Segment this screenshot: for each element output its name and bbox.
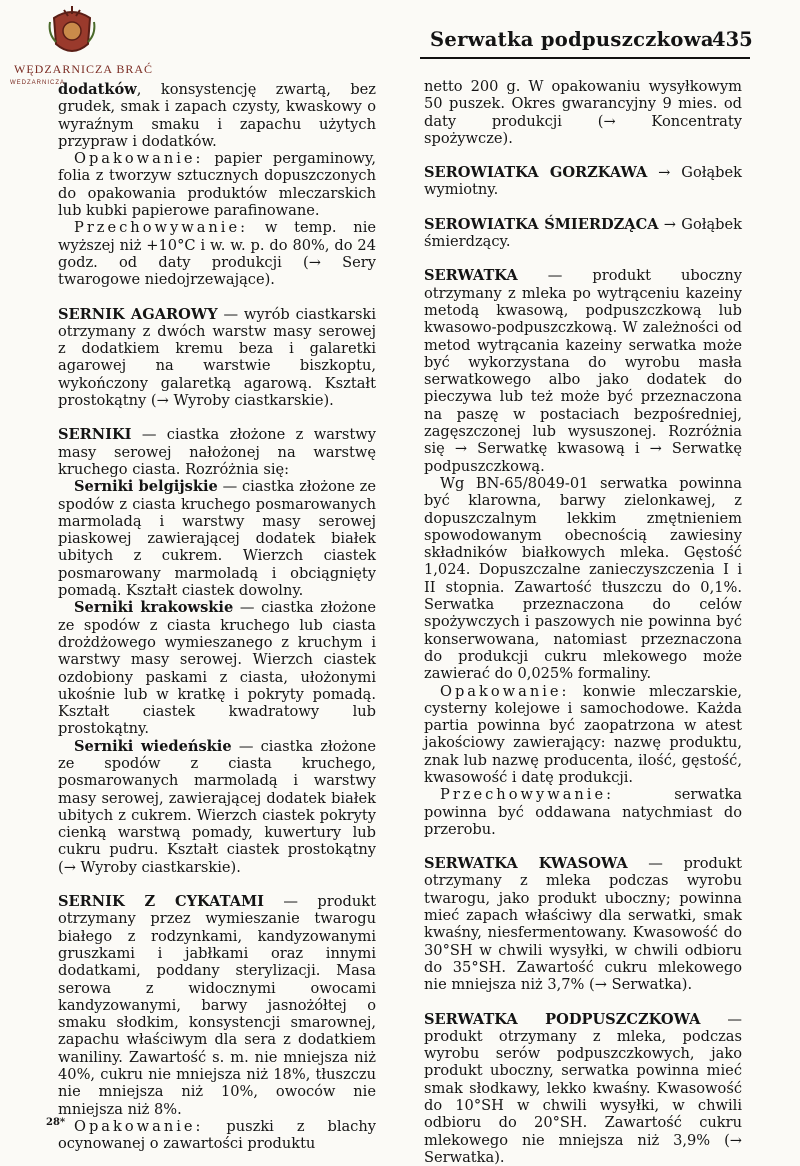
entry-text: — produkt otrzymany z mleka, podczas wyrobu serów podpuszczkowych, jako produkt uboczny, serwatka powinna mieć smak słodkawy, lekko kwaśny. Kwasowość do 10°SH w chwili wysyłki, w chwili odbioru do 20°SH. Zawartość cukru mlekowego nie mniejsza niż 3,9% (→ Serwatka). xyxy=(424,1010,743,1166)
entry-text: → Gołąbek śmierdzący. xyxy=(424,215,742,251)
entry-text: — produkt otrzymany z mleka podczas wyrobu twarogu, jako produkt uboczny; powinna mieć zapach właściwy dla serwatki, smak kwaśny, niesfermentowany. Kwasowość do 30°SH w chwili wysyłki, w chwili odbioru do 35°SH. Zawartość cukru mlekowego nie mniejsza niż 3,7% (→ Serwatka). xyxy=(424,855,742,994)
entry-paragraph xyxy=(58,599,376,737)
spaced-label: Opakowanie: xyxy=(74,150,204,168)
logo-text: WĘDZARNICZA BRAĆ xyxy=(14,62,153,76)
entry-heading: SERWATKA PODPUSZCZKOWA xyxy=(424,1010,701,1028)
entry-heading: SERNIK Z CYKATAMI xyxy=(58,893,265,911)
entry-text: — ciastka złożone ze spodów z ciasta kruchego, posmarowanych marmoladą i warstwy masy serowej, zawierającej dodatek białek ubitych z cukrem. Wierzch ciastek pokryty cienką warstwą pomady, kuwertury lub cukru pudru. Kształt ciastek prostokątny (→ Wyroby ciastkarskie). xyxy=(58,737,376,876)
entry-paragraph xyxy=(424,267,742,475)
entry-text: — ciastka złożone z warstwy masy serowej nałożonej na warstwę kruchego ciasta. Rozróżnia się: xyxy=(58,426,376,478)
entry-text: serwatka powinna być oddawana natychmiast do przerobu. xyxy=(424,786,742,838)
entry-paragraph xyxy=(424,78,742,147)
printer-signature: 28* xyxy=(46,1117,66,1128)
entry-heading: SERNIK AGAROWY xyxy=(58,305,218,323)
paragraph-gap xyxy=(424,838,742,855)
paragraph-gap xyxy=(58,289,376,306)
entry-paragraph xyxy=(58,893,376,1118)
right-column xyxy=(424,78,742,1166)
entry-heading: SERWATKA xyxy=(424,267,518,285)
entry-text: — ciastka złożone ze spodów z ciasta kruchego posmarowanych marmoladą i warstwy masy serowej piaskowej zawierającej dodatek białek ubitych z cukrem. Wierzch ciastek posmarowany marmoladą i obciągnięty pomadą. Kształt ciastek dowolny. xyxy=(58,478,376,600)
entry-heading: SEROWIATKA ŚMIERDZĄCA xyxy=(424,215,659,233)
entry-text: Wg BN-65/8049-01 serwatka powinna być klarowna, barwy zielonkawej, z dopuszczalnym lekkim zmętnieniem spowodowanym obecnością zawiesiny składników białkowych mleka. Gęstość 1,024. Dopuszczalne zanieczyszczenia I i II stopnia. Zawartość tłuszczu do 0,1%. Serwatka przeznaczona do celów spożywczych i paszowych nie powinna być konserwowana, natomiast przeznaczona do produkcji cukru mlekowego może zawierać do 0,025% formaliny. xyxy=(424,474,742,683)
entry-text: w temp. nie wyższej niż +10°C i w. w. p. do 80%, do 24 godz. od daty produkcji (→ Sery twarogowe niedojrzewające). xyxy=(58,219,376,289)
spaced-label: Przechowywanie: xyxy=(74,219,249,237)
entry-heading: Serniki belgijskie xyxy=(74,478,218,496)
entry-text: — produkt uboczny otrzymany z mleka po wytrąceniu kazeiny metodą kwasową, podpuszczkową lub kwasowo-podpuszczkową. W zależności od metod wytrącania kazeiny serwatka może być wykorzystana do wyrobu masła serwatkowego albo jako dodatek do pieczywa lub też może być przeznaczona na paszę w postaciach bezpośredniej, zagęszczonej lub wysuszonej. Rozróżnia się → Serwatkę kwasową i → Serwatkę podpuszczkową. xyxy=(424,267,742,475)
entry-paragraph xyxy=(424,216,742,251)
entry-paragraph xyxy=(424,786,742,838)
entry-paragraph xyxy=(58,1118,376,1153)
spaced-label: Opakowanie: xyxy=(74,1117,204,1135)
entry-text: konwie mleczarskie, cysterny kolejowe i samochodowe. Każda partia powinna być zaopatrzona w atest jakościowy zawierający: nazwę produktu, znak lub nazwę producenta, ilość, gęstość, kwasowość i datę produkcji. xyxy=(424,682,742,786)
logo-emblem-icon xyxy=(48,4,96,60)
entry-paragraph xyxy=(58,426,376,478)
entry-heading: Serniki wiedeńskie xyxy=(74,737,232,755)
entry-paragraph xyxy=(424,855,742,993)
paragraph-gap xyxy=(424,994,742,1011)
paragraph-gap xyxy=(424,199,742,216)
entry-heading: SERWATKA KWASOWA xyxy=(424,855,628,873)
spaced-label: Przechowywanie: xyxy=(440,786,615,804)
entry-text: — wyrób ciastkarski otrzymany z dwóch warstw masy serowej z dodatkiem kremu beza i galaretki agarowej na warstwie biszkoptu, wykończony galaretką agarową. Kształt prostokątny (→ Wyroby ciastkarskie). xyxy=(58,305,376,410)
entry-text: — ciastka złożone ze spodów z ciasta kruchego lub ciasta drożdżowego wymieszanego z kruchym i warstwy masy serowej. Wierzch ciastek ozdobiony paskami z ciasta, ułożonymi ukośnie lub w kratkę i pokryty pomadą. Kształt ciastek kwadratowy lub prostokątny. xyxy=(58,599,376,738)
entry-heading: Serniki krakowskie xyxy=(74,599,234,617)
entry-paragraph xyxy=(424,475,742,683)
logo-subtext: WEDZARNICZA xyxy=(10,80,65,86)
page-title: Serwatka podpuszczkowa xyxy=(430,28,714,51)
entry-paragraph xyxy=(424,1011,742,1166)
entry-text: , konsystencję zwartą, bez grudek, smak i zapach czysty, kwaskowy o wyraźnym smaku i zapachu użytych przypraw i dodatków. xyxy=(58,81,376,150)
paragraph-gap xyxy=(58,409,376,426)
entry-paragraph xyxy=(58,81,376,150)
paragraph-gap xyxy=(424,250,742,267)
page-number: 435 xyxy=(712,28,753,51)
entry-heading: dodatków xyxy=(58,81,137,98)
entry-text: — produkt otrzymany przez wymieszanie twarogu białego z rodzynkami, kandyzowanymi gruszkami i jabłkami oraz innymi dodatkami, poddany sterylizacji. Masa serowa z widocznymi owocami kandyzowanymi, barwy jasnożółtej o smaku słodkim, konsystencji smarownej, zapachu właściwym dla sera z dodatkiem waniliny. Zawartość s. m. nie mniejsza niż 40%, cukru nie mniejsza niż 18%, tłuszczu nie mniejsza niż 10%, owoców nie mniejsza niż 8%. xyxy=(58,893,376,1118)
entry-paragraph xyxy=(58,738,376,876)
entry-paragraph xyxy=(58,219,376,288)
entry-paragraph xyxy=(58,306,376,410)
entry-text: puszki z blachy ocynowanej o zawartości produktu xyxy=(58,1117,376,1153)
entry-paragraph xyxy=(424,164,742,199)
spaced-label: Opakowanie: xyxy=(440,682,570,700)
left-column xyxy=(58,81,376,1153)
entry-text: → Gołąbek wymiotny. xyxy=(424,164,742,199)
entry-text: papier pergaminowy, folia z tworzyw sztucznych dopuszczonych do opakowania produktów mleczarskich lub kubki papierowe parafinowane. xyxy=(58,150,376,220)
paragraph-gap xyxy=(58,876,376,893)
entry-paragraph xyxy=(58,150,376,219)
entry-heading: SEROWIATKA GORZKAWA xyxy=(424,164,648,182)
paragraph-gap xyxy=(424,147,742,164)
entry-paragraph xyxy=(58,478,376,599)
entry-paragraph xyxy=(424,683,742,787)
header-divider xyxy=(420,57,750,59)
entry-heading: SERNIKI xyxy=(58,426,132,444)
entry-text: netto 200 g. W opakowaniu wysyłkowym 50 puszek. Okres gwarancyjny 9 mies. od daty produkcji (→ Koncentraty spożywcze). xyxy=(424,78,742,147)
